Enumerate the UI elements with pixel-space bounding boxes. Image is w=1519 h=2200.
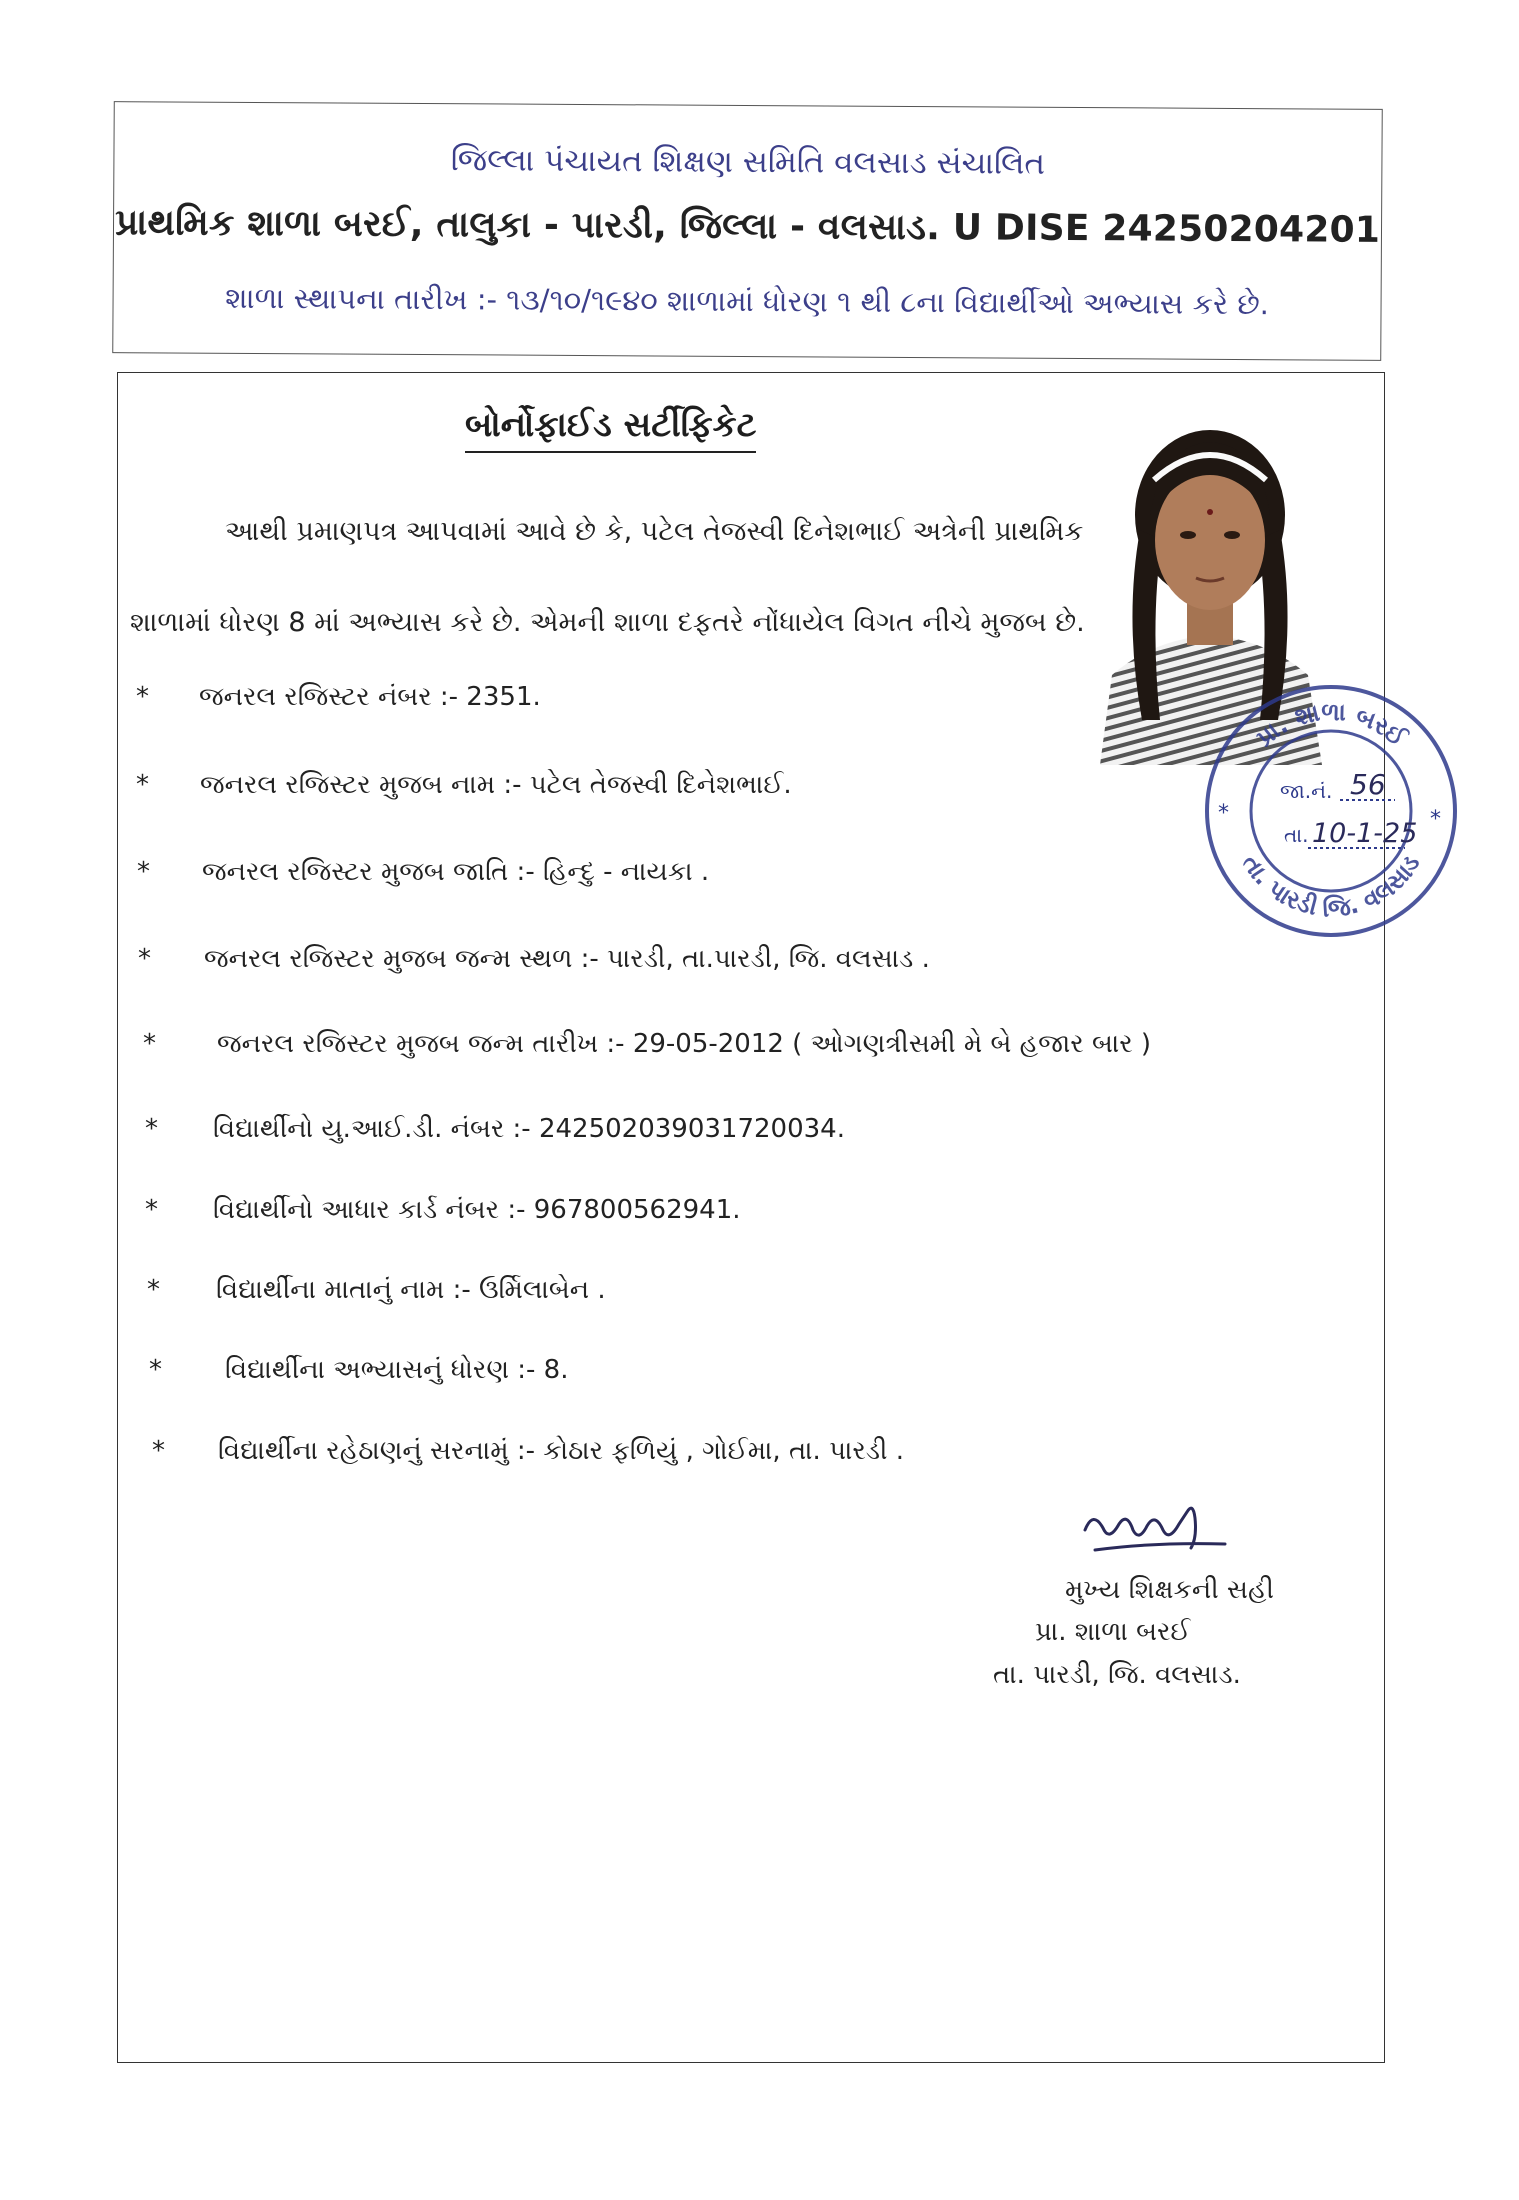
- signature-school: પ્રા. શાળા બરઈ: [1035, 1617, 1191, 1647]
- signature-title: મુખ્ય શિક્ષકની સહી: [1065, 1575, 1274, 1605]
- stamp-date-label: તા.: [1284, 823, 1309, 847]
- stamp-school-name: પ્રા. શાળા બરઈ: [1250, 697, 1412, 753]
- stamp-inward-label: જા.નં.: [1280, 779, 1333, 803]
- stamp-location: તા. પારડી જિ. વલસાડ: [1236, 849, 1426, 923]
- certificate-title: બોર્નોફાઈડ સર્ટીફિકેટ: [465, 405, 756, 453]
- headmaster-signature: [1075, 1490, 1235, 1560]
- svg-text:પ્રા. શાળા બરઈ: [1251, 698, 1413, 753]
- signature-location: તા. પારડી, જિ. વલસાડ.: [993, 1660, 1241, 1690]
- intro-line-1: આથી પ્રમાણપત્ર આપવામાં આવે છે કે, પટેલ તેજસ્વી દિનેશભાઈ અત્રેની પ્રાથમિક: [225, 516, 1084, 547]
- stamp-inward-no: 56: [1350, 768, 1386, 801]
- intro-line-2: શાળામાં ધોરણ 8 માં અભ્યાસ કરે છે. એમની શાળા દફતરે નોંધાયેલ વિગત નીચે મુજબ છે.: [130, 607, 1085, 638]
- header-school-name: પ્રાથમિક શાળા બરઈ, તાલુકા - પારડી, જિલ્લા - વલસાડ. U DISE 24250204201: [114, 202, 1381, 251]
- header-establishment: શાળા સ્થાપના તારીખ :- ૧૩/૧૦/૧૯૪૦ શાળામાં ધોરણ ૧ થી ૮ના વિદ્યાર્થીઓ અભ્યાસ કરે છે.: [225, 280, 1270, 322]
- header-managed-by: જિલ્લા પંચાયત શિક્ષણ સમિતિ વલસાડ સંચાલિત: [450, 142, 1046, 182]
- header-box: [112, 101, 1383, 361]
- svg-text:*: *: [1218, 801, 1229, 826]
- svg-text:તા. પારડી જિ. વલસાડ: [1237, 850, 1426, 923]
- stamp-date: 10-1-25: [1312, 818, 1418, 849]
- svg-text:*: *: [1430, 807, 1441, 832]
- school-stamp: [1200, 680, 1462, 942]
